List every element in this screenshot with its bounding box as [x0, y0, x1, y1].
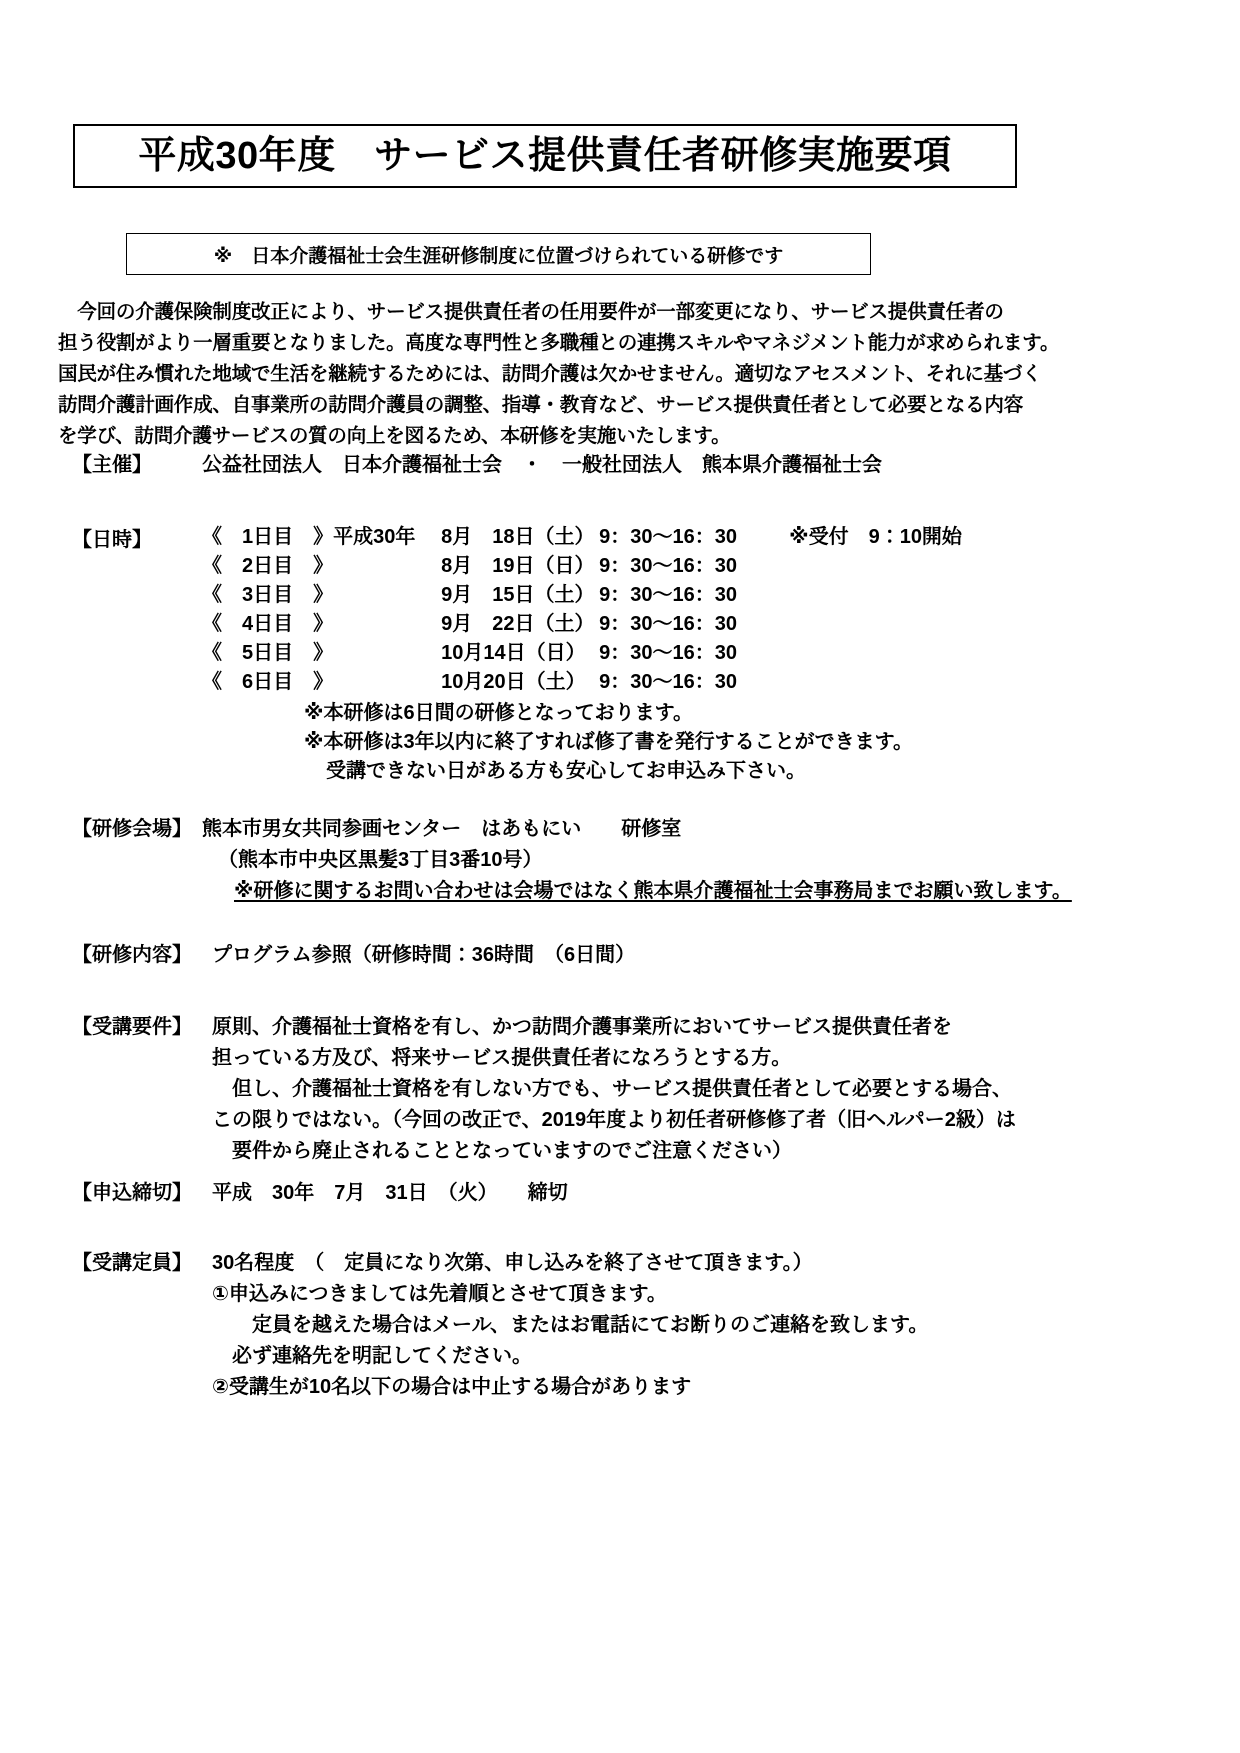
notice-text: ※ 日本介護福祉士会生涯研修制度に位置づけられている研修です [213, 245, 784, 267]
schedule-label: 【日時】 [72, 529, 152, 551]
table-row [202, 523, 999, 552]
table-row [202, 668, 999, 697]
schedule-date: 10月14日（日） [441, 642, 586, 664]
notice-box [126, 233, 871, 275]
schedule-reception [789, 610, 999, 639]
requirements-line: 要件から廃止されることとなっていますのでご注意ください） [212, 1140, 792, 1162]
capacity-value: 30名程度 （ 定員になり次第、申し込みを終了させて頂きます。） [212, 1252, 813, 1274]
schedule-section [72, 523, 999, 782]
schedule-table [202, 523, 999, 697]
intro-line: 今回の介護保険制度改正により、サービス提供責任者の任用要件が一部変更になり、サービス提供責任者の [58, 301, 1004, 323]
requirements-section [72, 1012, 1016, 1167]
deadline-value: 平成 30年 7月 31日 （火） 締切 [212, 1182, 568, 1204]
schedule-notes [304, 699, 913, 786]
capacity-label: 【受講定員】 [72, 1252, 192, 1274]
schedule-era [333, 552, 441, 581]
venue-note: ※研修に関するお問い合わせは会場ではなく熊本県介護福祉士会事務局までお願い致します。 [234, 880, 1072, 902]
requirements-label: 【受講要件】 [72, 1016, 192, 1038]
schedule-reception [789, 668, 999, 697]
capacity-note: ②受講生が10名以下の場合は中止する場合があります [212, 1376, 692, 1398]
venue-address: （熊本市中央区黒髪3丁目3番10号） [218, 849, 543, 871]
venue-section [72, 814, 1072, 907]
schedule-day: 《 6日目 》 [202, 671, 334, 693]
sponsor-section [72, 448, 882, 477]
schedule-era [333, 639, 441, 668]
schedule-time: 9：30〜16：30 [599, 613, 737, 635]
schedule-day: 《 2日目 》 [202, 555, 334, 577]
schedule-reception: ※受付 9：10開始 [789, 526, 962, 548]
capacity-note: 必ず連絡先を明記してください。 [232, 1345, 532, 1367]
schedule-day: 《 1日目 》 [202, 526, 334, 548]
schedule-time: 9：30〜16：30 [599, 584, 737, 606]
schedule-date: 8月 18日（土） [441, 526, 595, 548]
schedule-era [333, 581, 441, 610]
sponsor-label: 【主催】 [72, 454, 152, 476]
deadline-label: 【申込締切】 [72, 1182, 192, 1204]
schedule-time: 9：30〜16：30 [599, 526, 737, 548]
capacity-heading-line [72, 1248, 928, 1279]
intro-line: 担う役割がより一層重要となりました。高度な専門性と多職種との連携スキルやマネジメント能力が求められます。 [58, 332, 1060, 354]
schedule-era: 平成30年 [333, 526, 416, 548]
venue-label: 【研修会場】 [72, 818, 182, 840]
intro-paragraph [58, 297, 1060, 452]
requirements-line: 但し、介護福祉士資格を有しない方でも、サービス提供責任者として必要とする場合、 [212, 1078, 1012, 1100]
content-value: プログラム参照（研修時間：36時間 （6日間） [212, 944, 636, 966]
intro-line: 国民が住み慣れた地域で生活を継続するためには、訪問介護は欠かせません。適切なアセスメント、それに基づく [58, 363, 1042, 385]
schedule-note: ※本研修は3年以内に終了すれば修了書を発行することができます。 [304, 731, 913, 753]
capacity-section [72, 1248, 928, 1403]
intro-line: 訪問介護計画作成、自事業所の訪問介護員の調整、指導・教育など、サービス提供責任者として必要となる内容 [58, 394, 1024, 416]
schedule-note: ※本研修は6日間の研修となっております。 [304, 702, 693, 724]
table-row [202, 581, 999, 610]
content-label: 【研修内容】 [72, 944, 192, 966]
schedule-time: 9：30〜16：30 [599, 671, 737, 693]
schedule-day: 《 3日目 》 [202, 584, 334, 606]
schedule-era [333, 610, 441, 639]
schedule-time: 9：30〜16：30 [599, 642, 737, 664]
schedule-day: 《 4日目 》 [202, 613, 334, 635]
schedule-date: 10月20日（土） [441, 671, 586, 693]
venue-heading-line [72, 814, 1072, 845]
intro-line: を学び、訪問介護サービスの質の向上を図るため、本研修を実施いたします。 [58, 425, 731, 447]
schedule-date: 9月 22日（土） [441, 613, 595, 635]
schedule-date: 8月 19日（日） [441, 555, 595, 577]
schedule-note: 受講できない日がある方も安心してお申込み下さい。 [326, 760, 806, 782]
page-title: 平成30年度 サービス提供責任者研修実施要項 [138, 135, 952, 177]
requirements-line: 原則、介護福祉士資格を有し、かつ訪問介護事業所においてサービス提供責任者を [212, 1016, 952, 1038]
table-row [202, 552, 999, 581]
sponsor-value: 公益社団法人 日本介護福祉士会 ・ 一般社団法人 熊本県介護福祉士会 [202, 454, 882, 476]
capacity-note: ①申込みにつきましては先着順とさせて頂きます。 [212, 1283, 667, 1305]
capacity-note: 定員を越えた場合はメール、またはお電話にてお断りのご連絡を致します。 [232, 1314, 929, 1336]
schedule-day: 《 5日目 》 [202, 642, 334, 664]
venue-name: 熊本市男女共同参画センター はあもにい 研修室 [182, 818, 682, 840]
requirements-line: 担っている方及び、将来サービス提供責任者になろうとする方。 [212, 1047, 792, 1069]
requirements-line: この限りではない。（今回の改正で、2019年度より初任者研修修了者（旧ヘルパー2級）は [212, 1109, 1016, 1131]
schedule-era [333, 668, 441, 697]
deadline-section [72, 1176, 568, 1205]
content-section [72, 938, 635, 967]
schedule-reception [789, 552, 999, 581]
table-row [202, 610, 999, 639]
table-row [202, 639, 999, 668]
schedule-date: 9月 15日（土） [441, 584, 595, 606]
schedule-reception [789, 581, 999, 610]
requirements-heading-line [72, 1012, 1016, 1043]
document-title-box [73, 124, 1017, 188]
schedule-reception [789, 639, 999, 668]
schedule-time: 9：30〜16：30 [599, 555, 737, 577]
